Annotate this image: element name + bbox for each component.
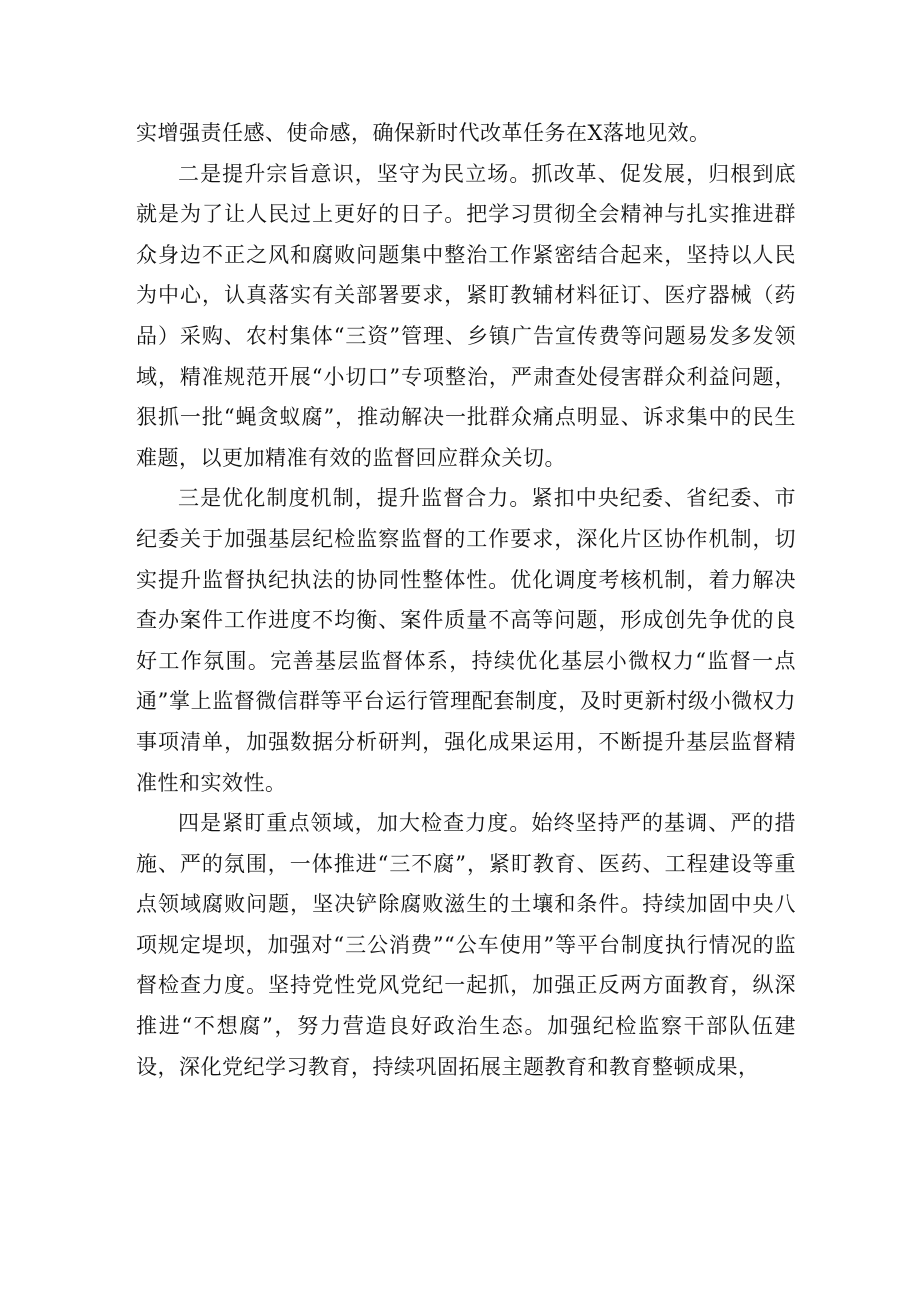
paragraph-institutional-mechanisms: 三是优化制度机制，提升监督合力。紧扣中央纪委、省纪委、市纪委关于加强基层纪检监察监督的工作要求，深化片区协作机制，切实提升监督执纪执法的协同性整体性。优化调度考核机制，着力解决查办案件工作进度不均衡、案件质量不高等问题，形成创先争优的良好工作氛围。完善基层监督体系，持续优化基层小微权力“监督一点通”掌上监督微信群等平台运行管理配套制度，及时更新村级小微权力事项清单，加强数据分析研判，强化成果运用，不断提升基层监督精准性和实效性。 [136, 486, 796, 795]
paragraph-purpose-awareness: 二是提升宗旨意识，坚守为民立场。抓改革、促发展，归根到底就是为了让人民过上更好的日子。把学习贯彻全会精神与扎实推进群众身边不正之风和腐败问题集中整治工作紧密结合起来，坚持以人民为中心，认真落实有关部署要求，紧盯教辅材料征订、医疗器械（药品）采购、农村集体“三资”管理、乡镇广告宣传费等问题易发多发领域，精准规范开展“小切口”专项整治，严肃查处侵害群众利益问题，狠抓一批“蝇贪蚁腐”，推动解决一批群众痛点明显、诉求集中的民生难题，以更加精准有效的监督回应群众关切。 [136, 161, 796, 470]
document-body [136, 113, 796, 1087]
paragraph-continuation: 实增强责任感、使命感，确保新时代改革任务在X落地见效。 [136, 121, 711, 145]
paragraph-key-areas: 四是紧盯重点领域，加大检查力度。始终坚持严的基调、严的措施、严的氛围，一体推进“三不腐”，紧盯教育、医药、工程建设等重点领域腐败问题，坚决铲除腐败滋生的土壤和条件。持续加固中央八项规定堤坝，加强对“三公消费”“公车使用”等平台制度执行情况的监督检查力度。坚持党性党风党纪一起抓，加强正反两方面教育，纵深推进“不想腐”，努力营造良好政治生态。加强纪检监察干部队伍建设，深化党纪学习教育，持续巩固拓展主题教育和教育整顿成果， [136, 811, 796, 1079]
